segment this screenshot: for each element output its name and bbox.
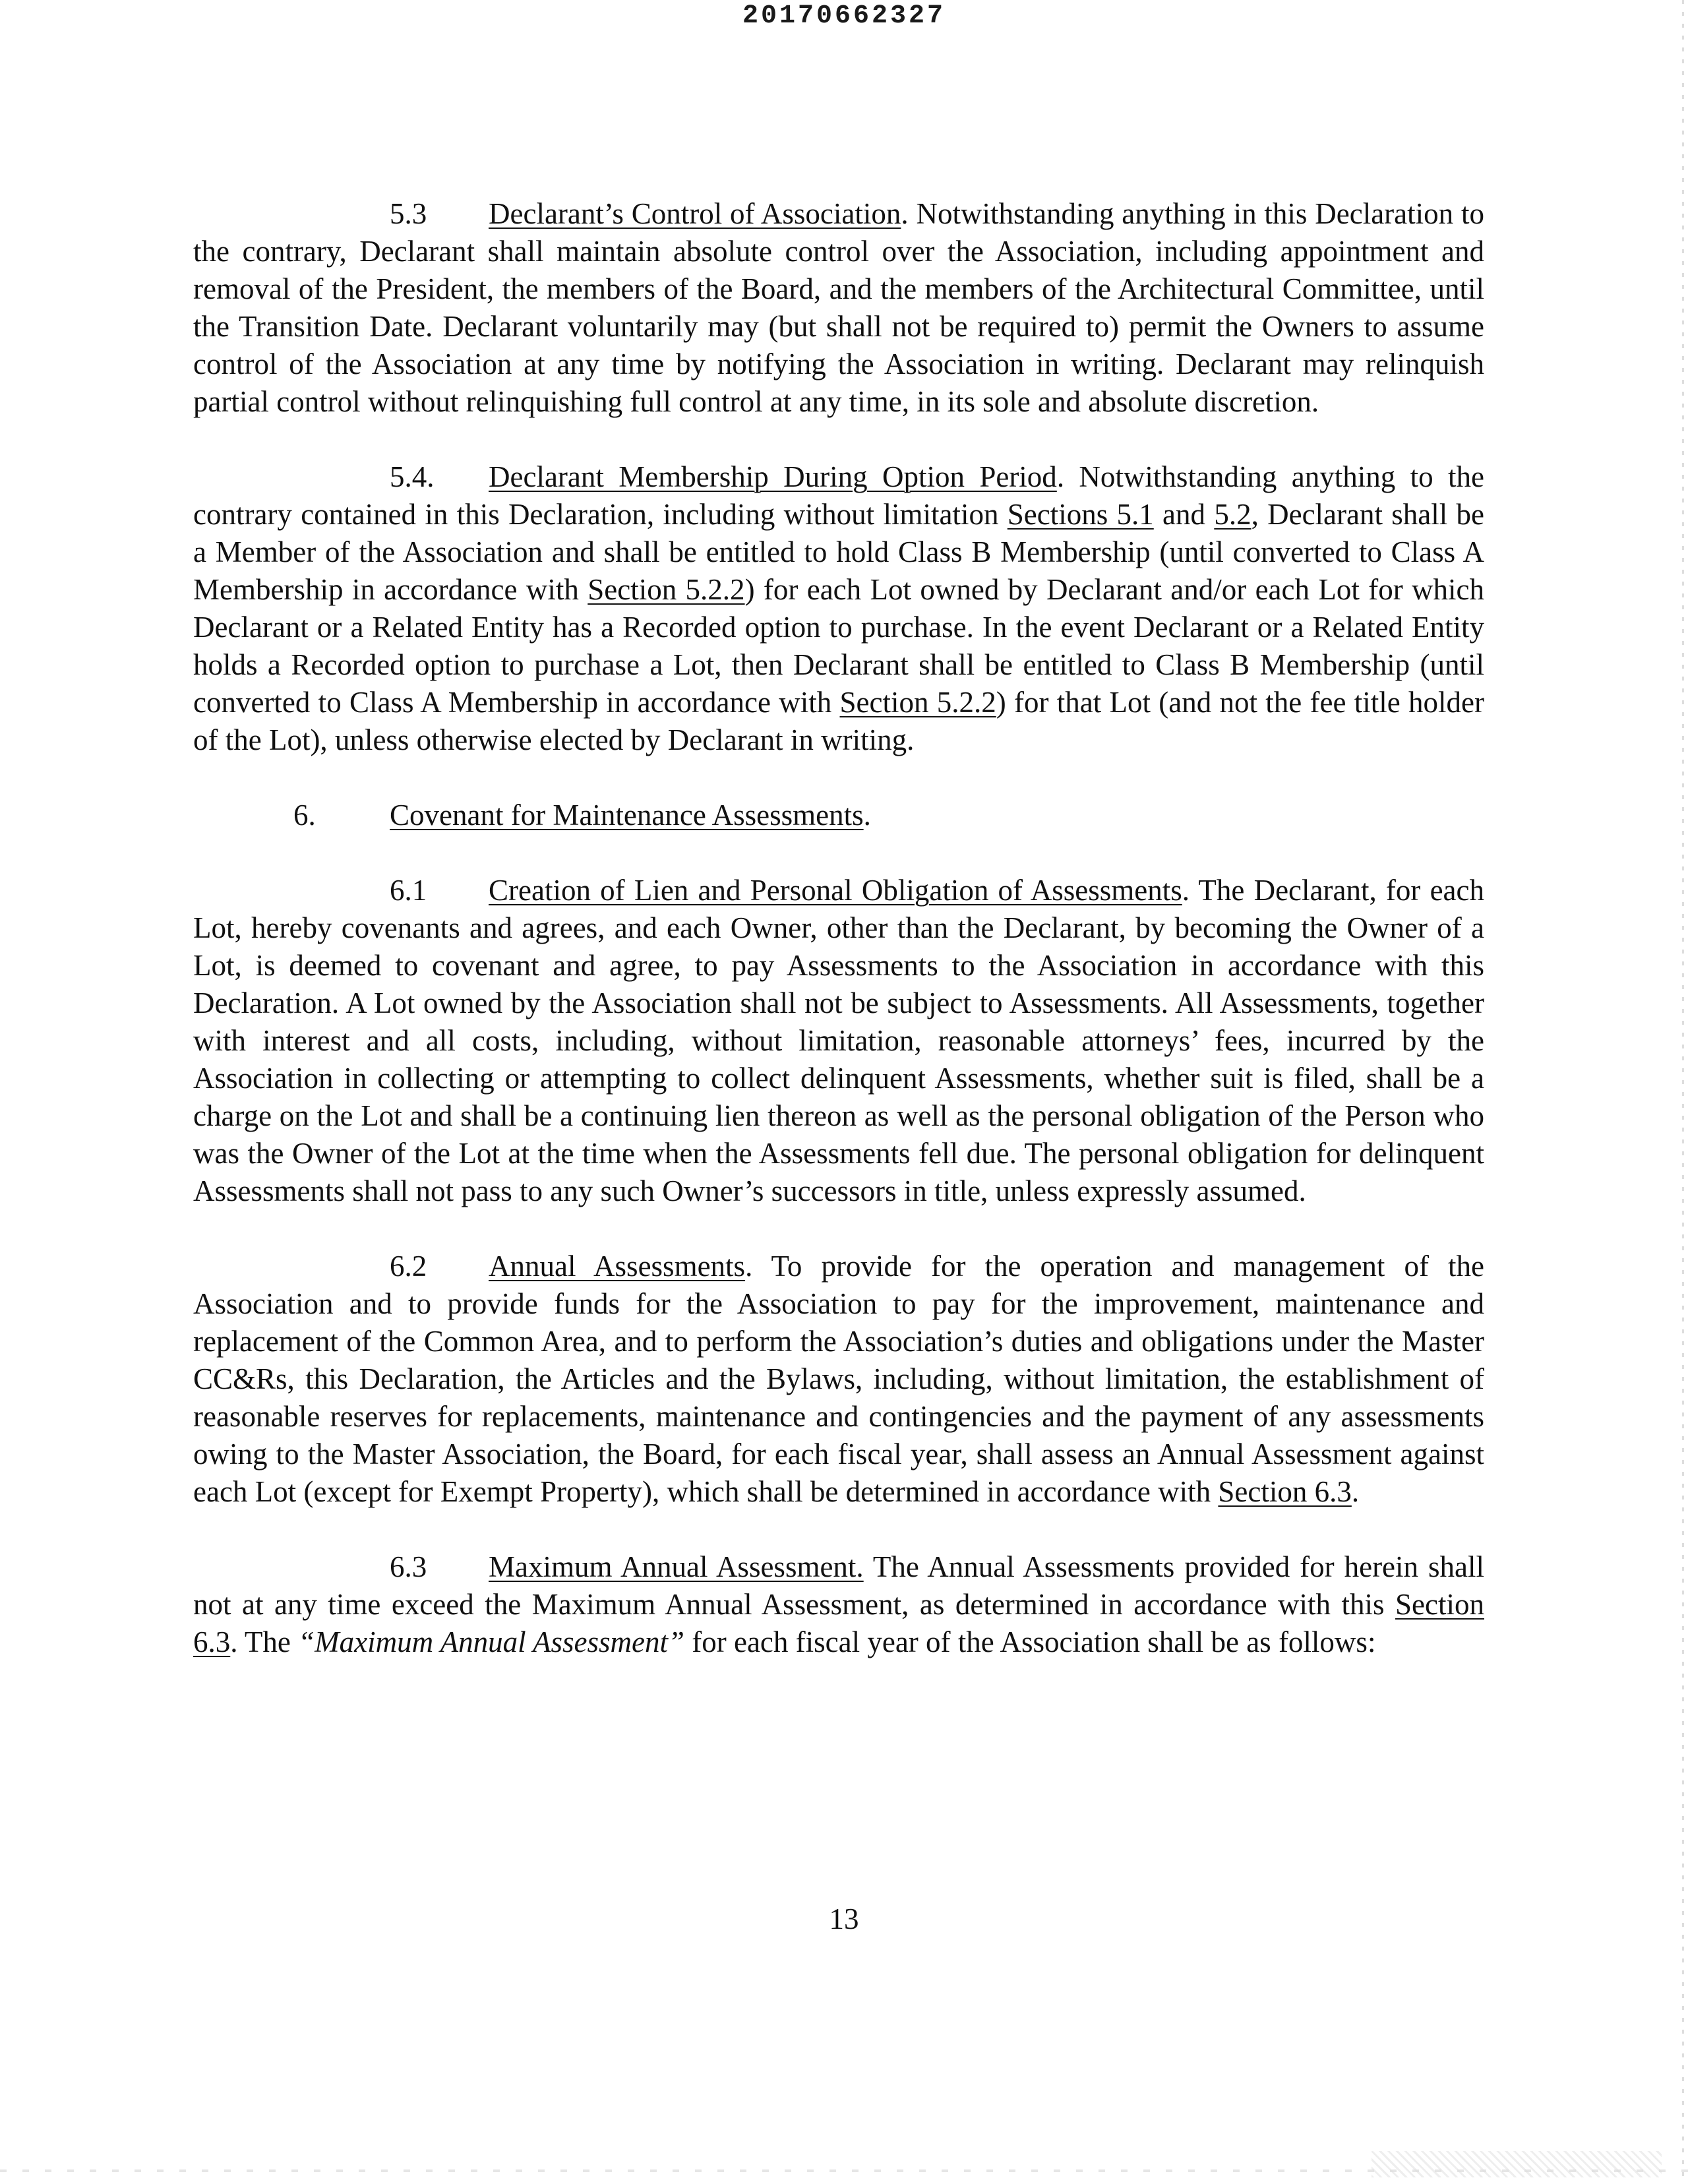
document-body [193,195,1484,1699]
section-title: Maximum Annual Assessment. [489,1550,864,1583]
section-6-2 [193,1248,1484,1511]
section-title: Annual Assessments [489,1250,746,1283]
section-text: . The Declarant, for each Lot, hereby covenants and agrees, and each Owner, other than the Declarant, by becoming the Owner of a Lot, is deemed to covenant and agree, to pay Assessments to the Association in accordance with this Declaration. A Lot owned by the Association shall not be subject to Assessments. All Assessments, together with interest and all costs, including, without limitation, reasonable attorneys’ fees, incurred by the Association in collecting or attempting to collect delinquent Assessments, whether suit is filed, shall be a charge on the Lot and shall be a continuing lien thereon as well as the personal obligation of the Person who was the Owner of the Lot at the time when the Assessments fell due. The personal obligation for delinquent Assessments shall not pass to any such Owner’s successors in title, unless expressly assumed. [193,874,1484,1207]
section-6-3 [193,1548,1484,1661]
section-text: and [1153,498,1215,531]
defined-term: “Maximum Annual Assessment” [298,1625,685,1658]
section-text: . [1351,1475,1360,1508]
section-text: . To provide for the operation and management of the Association and to provide funds for the Association to pay for the improvement, maintenance and replacement of the Common Area, and to perform the Association’s duties and obligations under the Master CC&Rs, this Declaration, the Articles and the Bylaws, including, without limitation, the establishment of reasonable reserves for replacements, maintenance and contingencies and the payment of any assessments owing to the Master Association, the Board, for each fiscal year, shall assess an Annual Assessment against each Lot (except for Exempt Property), which shall be determined in accordance with [193,1250,1485,1508]
document-number: 20170662327 [742,1,946,31]
section-text: . Notwithstanding anything to the contrary contained in this Declaration, including without limitation [193,460,1484,531]
section-number: 6.1 [390,874,427,907]
section-text: , Declarant shall be a Member of the Association and shall be entitled to hold Class B Membership (until converted to Class A Membership in accordance with [193,498,1484,606]
section-number: 5.3 [390,197,427,230]
section-title: Declarant Membership During Option Period [489,460,1057,493]
section-reference: Section 5.2.2 [588,573,745,606]
section-title: Creation of Lien and Personal Obligation of Assessments [489,874,1182,907]
section-text: The Annual Assessments provided for herein shall not at any time exceed the Maximum Annual Assessment, as determined in accordance with this [193,1550,1484,1621]
section-reference: 5.2 [1214,498,1251,531]
section-reference: Sections 5.1 [1007,498,1154,531]
section-6-heading [193,797,1484,834]
section-6-1 [193,872,1484,1210]
section-number: 6.2 [390,1250,427,1283]
scan-noise-artifact [1372,2151,1662,2177]
section-text: for each fiscal year of the Association shall be as follows: [684,1625,1376,1658]
section-reference: Section 6.3 [1218,1475,1352,1508]
section-number: 6.3 [390,1550,427,1583]
section-text: ) for that Lot (and not the fee title holder of the Lot), unless otherwise elected by Declarant in writing. [193,686,1484,756]
section-text: . Notwithstanding anything in this Declaration to the contrary, Declarant shall maintain absolute control over the Association, including appointment and removal of the President, the members of the Board, and the members of the Architectural Committee, until the Transition Date. Declarant voluntarily may (but shall not be required to) permit the Owners to assume control of the Association at any time by notifying the Association in writing. Declarant may relinquish partial control without relinquishing full control at any time, in its sole and absolute discretion. [193,197,1484,418]
section-text: . The [230,1625,299,1658]
section-title: Declarant’s Control of Association [489,197,901,230]
scan-edge-artifact [1682,0,1684,2184]
section-title: Covenant for Maintenance Assessments [390,799,864,832]
section-number: 5.4. [390,460,435,493]
section-number: 6. [293,799,316,832]
section-reference: Section 5.2.2 [839,686,996,719]
page-number: 13 [829,1902,859,1935]
section-text: . [863,799,871,832]
section-reference: Section 6.3 [193,1588,1484,1658]
section-text: ) for each Lot owned by Declarant and/or each Lot for which Declarant or a Related Entity has a Recorded option to purchase. In the event Declarant or a Related Entity holds a Recorded option to purchase a Lot, then Declarant shall be entitled to Class B Membership (until converted to Class A Membership in accordance with [193,573,1485,719]
section-5-4 [193,458,1484,759]
section-5-3 [193,195,1484,421]
